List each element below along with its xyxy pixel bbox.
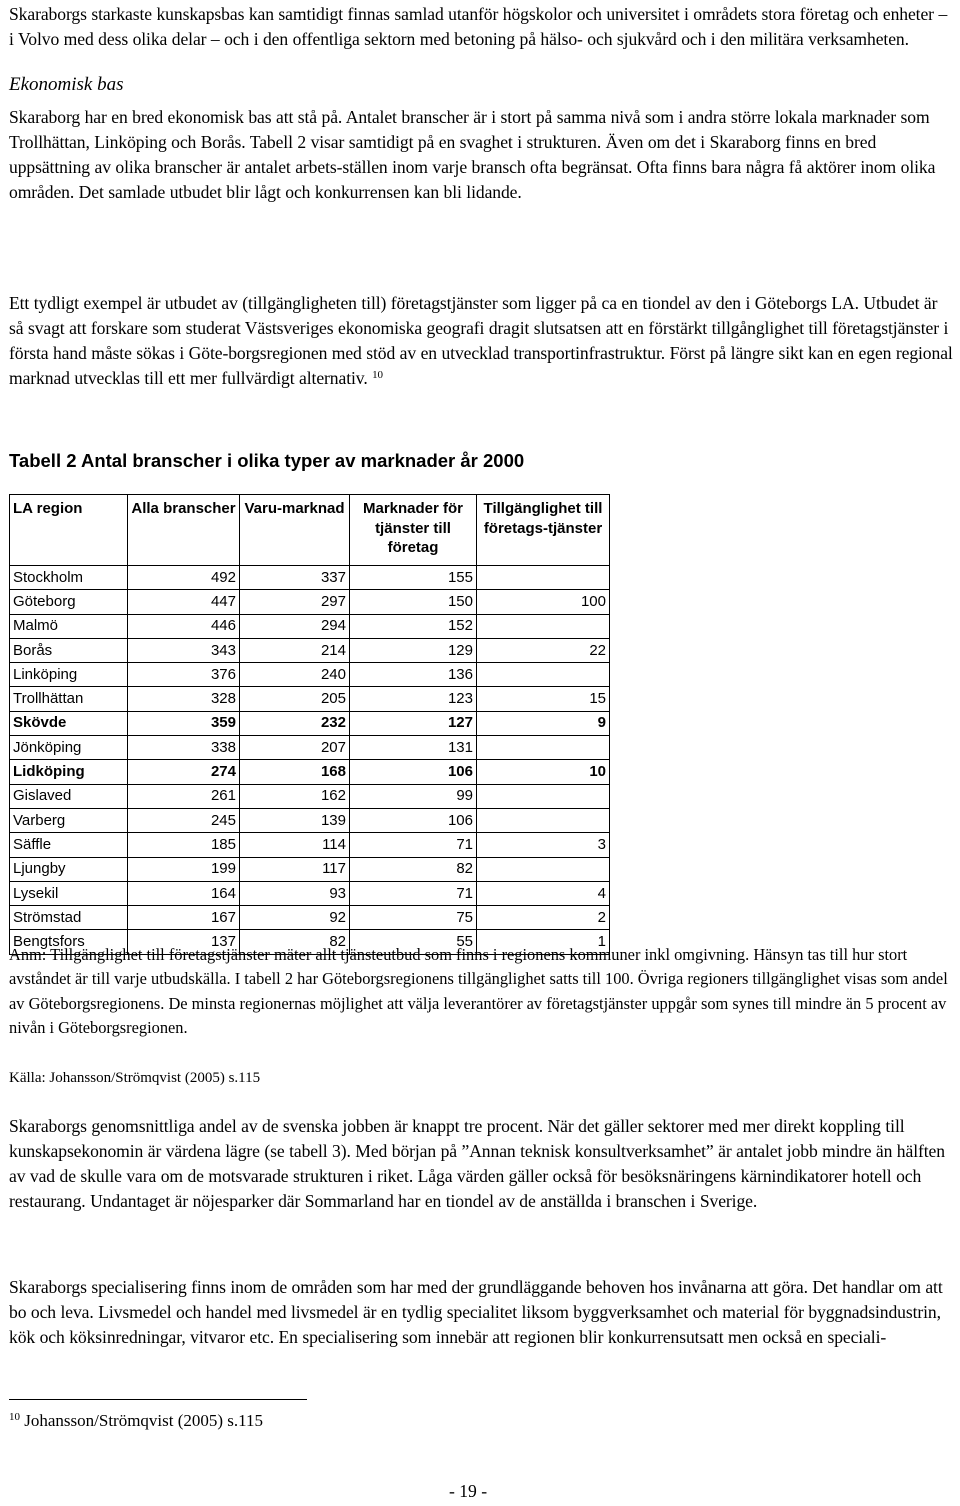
cell-varumarknad: 294 (240, 614, 350, 638)
table-row (10, 736, 610, 760)
cell-marknader-tjanster: 71 (350, 881, 477, 905)
table-row (10, 614, 610, 638)
cell-region: Lysekil (10, 881, 128, 905)
footnote-number: 10 (9, 1411, 20, 1423)
table-row (10, 590, 610, 614)
cell-varumarknad: 207 (240, 736, 350, 760)
cell-varumarknad: 139 (240, 808, 350, 832)
cell-marknader-tjanster: 123 (350, 687, 477, 711)
cell-varumarknad: 240 (240, 663, 350, 687)
cell-tillganglighet: 4 (477, 881, 610, 905)
table-note: Anm: Tillgänglighet till företagstjänster mäter allt tjänsteutbud som finns i regionens kommuner inkl omgivning. Hänsyn tas till hur stort avståndet är till varje utbudskälla. I tabell 2 har Göteborgsregionens tillgänglighet satts till 100. Övriga regioners tillgänglighet visas som andel av Göteborgsregionens. De minsta regionernas möjlighet att välja leverantörer av företagstjänster uppgår som synes till mindre än 5 procent av nivån i Göteborgsregionen. (9, 945, 948, 1037)
table-row (10, 663, 610, 687)
cell-alla-branscher: 261 (128, 784, 240, 808)
paragraph-foretagstjanster (9, 291, 954, 391)
cell-varumarknad: 337 (240, 566, 350, 590)
cell-alla-branscher: 447 (128, 590, 240, 614)
cell-alla-branscher: 167 (128, 906, 240, 930)
footnote-reference: 10 (372, 369, 383, 381)
cell-alla-branscher: 492 (128, 566, 240, 590)
cell-marknader-tjanster: 136 (350, 663, 477, 687)
table-title: Tabell 2 Antal branscher i olika typer av marknader år 2000 (9, 450, 525, 471)
cell-marknader-tjanster: 99 (350, 784, 477, 808)
cell-alla-branscher: 343 (128, 638, 240, 662)
cell-region: Ljungby (10, 857, 128, 881)
cell-varumarknad: 93 (240, 881, 350, 905)
cell-marknader-tjanster: 155 (350, 566, 477, 590)
cell-region: Borås (10, 638, 128, 662)
cell-alla-branscher: 446 (128, 614, 240, 638)
table-row (10, 784, 610, 808)
cell-tillganglighet (477, 663, 610, 687)
table-source: Källa: Johansson/Strömqvist (2005) s.115 (9, 1070, 261, 1086)
cell-marknader-tjanster: 106 (350, 760, 477, 784)
cell-alla-branscher: 199 (128, 857, 240, 881)
table-body (10, 566, 610, 955)
section-heading-ekonomisk-bas: Ekonomisk bas (9, 74, 124, 95)
cell-marknader-tjanster: 71 (350, 833, 477, 857)
cell-region: Strömstad (10, 906, 128, 930)
table-row (10, 857, 610, 881)
cell-marknader-tjanster: 82 (350, 857, 477, 881)
cell-region: Gislaved (10, 784, 128, 808)
cell-tillganglighet: 15 (477, 687, 610, 711)
cell-tillganglighet: 10 (477, 760, 610, 784)
cell-varumarknad: 114 (240, 833, 350, 857)
cell-marknader-tjanster: 127 (350, 711, 477, 735)
cell-alla-branscher: 185 (128, 833, 240, 857)
table-row (10, 906, 610, 930)
paragraph-foretagstjanster-text: Ett tydligt exempel är utbudet av (tillgängligheten till) företagstjänster som ligger på ca en tiondel av den i Göteborgs LA. Utbudet är så svagt att forskare som studerat Västsveriges ekonomiska geografi dragit slutsatsen att en förstärkt tillgånglighet till företagstjänster i första hand måste sökas i Göte-borgsregionen med stöd av en utvecklad transportinfrastruktur. Först på längre sikt kan en egen regional marknad utvecklas till ett mer fullvärdigt alternativ. (9, 293, 953, 388)
cell-alla-branscher: 137 (128, 930, 240, 954)
cell-region: Stockholm (10, 566, 128, 590)
cell-varumarknad: 117 (240, 857, 350, 881)
cell-marknader-tjanster: 106 (350, 808, 477, 832)
table-row (10, 833, 610, 857)
cell-varumarknad: 92 (240, 906, 350, 930)
cell-region: Göteborg (10, 590, 128, 614)
cell-region: Linköping (10, 663, 128, 687)
paragraph-ekonomisk-bas: Skaraborg har en bred ekonomisk bas att stå på. Antalet branscher är i stort på samma nivå som i andra större lokala marknader som Trollhättan, Linköping och Borås. Tabell 2 visar samtidigt på en svaghet i strukturen. Även om det i Skaraborg finns en bred uppsättning av olika branscher är antalet arbets-ställen inom varje bransch ofta begränsat. Ofta finns bara några få aktörer inom olika områden. Det samlade utbudet blir lågt och konkurrensen kan bli lidande. (9, 107, 936, 202)
cell-tillganglighet (477, 784, 610, 808)
cell-tillganglighet: 100 (477, 590, 610, 614)
footnote-text: Johansson/Strömqvist (2005) s.115 (24, 1411, 264, 1430)
table-row (10, 808, 610, 832)
table-row (10, 711, 610, 735)
cell-region: Lidköping (10, 760, 128, 784)
cell-alla-branscher: 164 (128, 881, 240, 905)
cell-region: Malmö (10, 614, 128, 638)
cell-tillganglighet: 1 (477, 930, 610, 954)
cell-region: Jönköping (10, 736, 128, 760)
paragraph-kunskapsbas: Skaraborgs starkaste kunskapsbas kan samtidigt finnas samlad utanför högskolor och universitet i områdets stora företag och enheter – i Volvo med dess olika delar – och i den offentliga sektorn med betoning på hälso- och sjukvård och i den militära verksamheten. (9, 4, 948, 49)
cell-region: Säffle (10, 833, 128, 857)
cell-region: Skövde (10, 711, 128, 735)
cell-tillganglighet (477, 566, 610, 590)
cell-alla-branscher: 328 (128, 687, 240, 711)
table-row (10, 566, 610, 590)
cell-tillganglighet: 9 (477, 711, 610, 735)
cell-tillganglighet (477, 857, 610, 881)
cell-varumarknad: 168 (240, 760, 350, 784)
cell-tillganglighet (477, 614, 610, 638)
paragraph-andel-jobb: Skaraborgs genomsnittliga andel av de svenska jobben är knappt tre procent. När det gäller sektorer med mer direkt koppling till kunskapsekonomin är värdena lägre (se tabell 3). Med början på ”Annan teknisk konsultverksamhet” är antalet jobb mindre än hälften av vad de skulle vara om de motsvarade strukturen i riket. Låga värden gäller också för besöksnäringens kärnindikatorer hotell och restaurang. Undantaget är nöjesparker där Sommarland har en tiondel av de anställda i branschen i Sverige. (9, 1116, 945, 1211)
table-row (10, 687, 610, 711)
cell-marknader-tjanster: 150 (350, 590, 477, 614)
column-header-varumarknad: Varu-marknad (240, 495, 350, 566)
cell-varumarknad: 232 (240, 711, 350, 735)
cell-alla-branscher: 245 (128, 808, 240, 832)
footnote-divider (9, 1399, 307, 1400)
cell-marknader-tjanster: 131 (350, 736, 477, 760)
cell-alla-branscher: 359 (128, 711, 240, 735)
cell-tillganglighet: 22 (477, 638, 610, 662)
table-header-row (10, 495, 610, 566)
cell-region: Trollhättan (10, 687, 128, 711)
column-header-tillganglighet: Tillgänglighet till företags-tjänster (477, 495, 610, 566)
cell-varumarknad: 82 (240, 930, 350, 954)
footnote (9, 1410, 263, 1432)
paragraph-specialisering: Skaraborgs specialisering finns inom de områden som har med der grundläggande behoven hos invånarna att göra. Det handlar om att bo och leva. Livsmedel och handel med livsmedel är en tydlig specialitet liksom byggverksamhet och material för byggnadsindustrin, kök och köksinredningar, vitvaror etc. En specialisering som innebär att regionen blir konkurrensutsatt men också en speciali- (9, 1277, 943, 1347)
cell-region: Varberg (10, 808, 128, 832)
branscher-table (9, 494, 610, 955)
table-row (10, 760, 610, 784)
cell-varumarknad: 205 (240, 687, 350, 711)
table-row (10, 881, 610, 905)
cell-marknader-tjanster: 55 (350, 930, 477, 954)
cell-marknader-tjanster: 129 (350, 638, 477, 662)
column-header-region: LA region (10, 495, 128, 566)
cell-marknader-tjanster: 152 (350, 614, 477, 638)
cell-region: Bengtsfors (10, 930, 128, 954)
cell-alla-branscher: 338 (128, 736, 240, 760)
cell-alla-branscher: 274 (128, 760, 240, 784)
cell-alla-branscher: 376 (128, 663, 240, 687)
cell-tillganglighet (477, 736, 610, 760)
page-number: - 19 - (449, 1481, 488, 1501)
cell-varumarknad: 162 (240, 784, 350, 808)
cell-marknader-tjanster: 75 (350, 906, 477, 930)
table-row (10, 638, 610, 662)
cell-tillganglighet: 2 (477, 906, 610, 930)
cell-tillganglighet: 3 (477, 833, 610, 857)
column-header-marknader-tjanster: Marknader för tjänster till företag (350, 495, 477, 566)
column-header-alla-branscher: Alla branscher (128, 495, 240, 566)
cell-varumarknad: 214 (240, 638, 350, 662)
cell-tillganglighet (477, 808, 610, 832)
cell-varumarknad: 297 (240, 590, 350, 614)
